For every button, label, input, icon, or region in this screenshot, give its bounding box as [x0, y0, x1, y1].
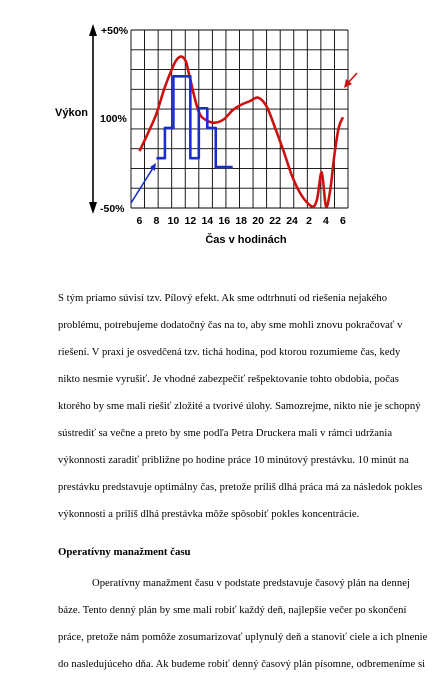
x-tick-label: 4	[323, 215, 329, 227]
x-tick-label: 6	[339, 215, 346, 227]
text-line: do nasledujúceho dňa. Ak budeme robiť denný časový plán písomne, odbremeníme si	[58, 659, 426, 670]
text-line: výkonnosti zaradiť približne po hodine práce 10 minútový prestávku. 10 minút na	[58, 455, 409, 466]
x-tick-label: 10	[167, 215, 180, 227]
x-tick-label: 24	[286, 215, 298, 227]
y-axis-arrowhead-bottom	[89, 202, 97, 214]
blue-pointer-arrowhead	[150, 163, 156, 171]
blue-pointer-arrow	[131, 168, 153, 203]
x-tick-labels	[137, 215, 346, 227]
y-axis-arrowhead-top	[89, 24, 97, 36]
text-line: prestávku predstavuje optimálny čas, pretože príliš dlhá práca má za následok pokles	[58, 482, 423, 493]
text-line: práce, pretože nám pomôže zosumarizovať uplynulý deň a stanoviť ciele a ich plnenie	[58, 632, 428, 643]
y-tick-bottom: -50%	[100, 203, 125, 215]
text-line: výkonnosti a príliš dlhá prestávka môže spôsobiť pokles koncentrácie.	[58, 509, 360, 520]
text-line: riešení. V praxi je osvedčená tzv. tichá hodina, pod ktorou rozumieme čas, kedy	[58, 347, 401, 358]
x-tick-label: 8	[153, 215, 160, 227]
x-tick-label: 20	[252, 215, 264, 227]
x-tick-label: 22	[269, 215, 281, 227]
text-line: ktorého by sme mali riešiť zložité a tvorivé úlohy. Samozrejme, nikto nie je schopný	[58, 401, 421, 412]
x-axis-label: Čas v hodinách	[205, 234, 287, 246]
text-line: báze. Tento denný plán by sme mali robiť každý deň, najlepšie večer po skončení	[58, 605, 407, 616]
chart-grid	[131, 30, 348, 208]
y-tick-mid: 100%	[100, 113, 127, 125]
section-heading: Operatívny manažment času	[58, 546, 191, 558]
x-tick-label: 18	[235, 215, 248, 227]
x-tick-label: 12	[184, 215, 197, 227]
y-tick-top: +50%	[101, 25, 129, 37]
performance-curve	[139, 57, 342, 207]
text-line: problému, potrebujeme dodatočný čas na to, aby sme mohli znovu pokračovať v	[58, 320, 403, 331]
text-line: nikto nesmie vyrušiť. Je vhodné zabezpečiť rešpektovanie tohto obdobia, počas	[58, 374, 399, 385]
x-tick-label: 16	[218, 215, 231, 227]
chart-series	[131, 57, 357, 207]
text-line: sústrediť sa večne a preto by sme podľa Petra Druckera mali v rámci udržania	[58, 428, 393, 439]
text-line: S tým priamo súvisí tzv. Pílový efekt. Ak sme odtrhnutí od riešenia nejakého	[58, 293, 388, 304]
y-axis-label: Výkon	[55, 107, 89, 119]
x-tick-label: 2	[306, 215, 312, 227]
x-tick-label: 14	[201, 215, 214, 227]
text-line: Operatívny manažment času v podstate predstavuje časový plán na dennej	[92, 578, 410, 589]
performance-chart	[0, 0, 440, 260]
x-tick-label: 6	[136, 215, 143, 227]
